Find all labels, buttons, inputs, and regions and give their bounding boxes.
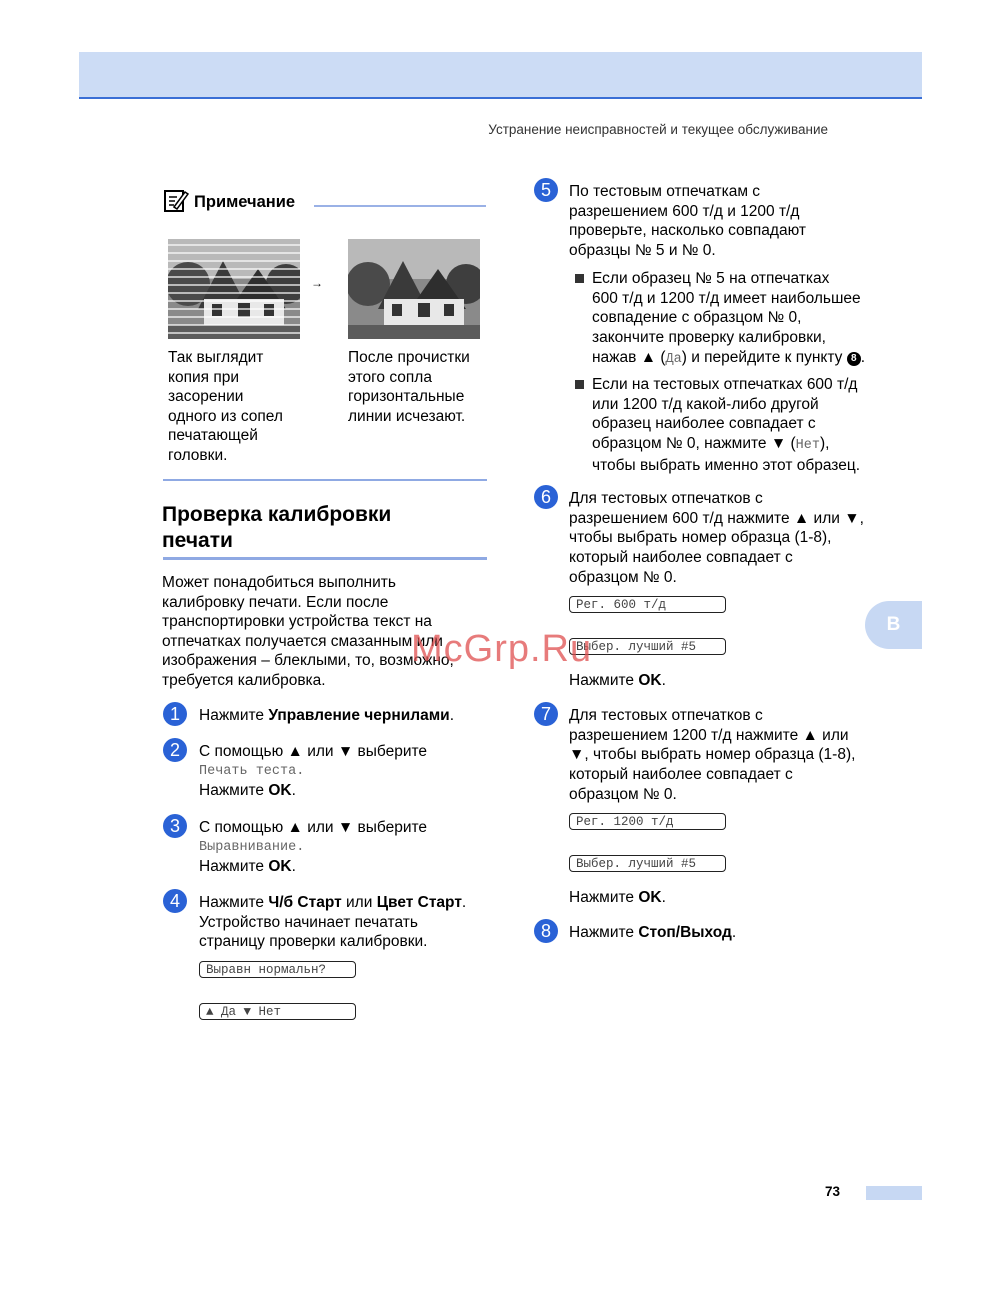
lcd-display: Рег. 600 т/д — [569, 596, 726, 613]
header-band — [79, 52, 922, 99]
watermark: McGrp.Ru — [411, 628, 593, 670]
section-rule — [163, 557, 487, 560]
arrow: → — [311, 276, 323, 290]
lcd-display: ▲ Да ▼ Нет — [199, 1003, 356, 1020]
intro-paragraph: Может понадобиться выполнить калибровку печати. Если после транспортировки устройства текст на отпечатках получается смазанным или изображения – блеклыми, то, возможно, требуется калибровка. — [162, 574, 454, 689]
chapter-tab[interactable]: B — [865, 601, 922, 649]
step-3-text: С помощью ▲ или ▼ выберите Выравнивание. Нажмите OK. — [199, 819, 428, 876]
photo-clogged-nozzle — [168, 239, 300, 339]
page-number: 73 — [825, 1184, 841, 1199]
photo-after-cleaning — [348, 239, 480, 339]
step-5-bullet-1: Если образец № 5 на отпечатках 600 т/д и 1200 т/д имеет наибольшее совпадение с образцом № 0, закончите проверку калибровки, нажав ▲ (Да) и перейдите к пункту 8 . — [592, 269, 865, 370]
step-5-text: По тестовым отпечаткам с разрешением 600 т/д и 1200 т/д проверьте, насколько совпадают образцы № 5 и № 0. — [569, 183, 806, 260]
step-1-badge: 1 — [163, 702, 187, 726]
note-end-rule — [163, 479, 487, 481]
running-title: Устранение неисправностей и текущее обслуживание — [488, 122, 828, 137]
lcd-display: Рег. 1200 т/д — [569, 813, 726, 830]
lcd-display: Выбер. лучший #5 — [569, 638, 726, 655]
note-title: Примечание — [194, 193, 296, 211]
step-7-text: Для тестовых отпечатков с разрешением 1200 т/д нажмите ▲ или ▼, чтобы выбрать номер образца (1-8), который наиболее совпадает с образцом № 0. — [569, 707, 856, 803]
note-rule — [314, 205, 486, 207]
bullet-square-icon — [575, 380, 584, 389]
menu-value: Выравнивание. — [199, 839, 305, 855]
step-ref-icon: 8 — [847, 352, 861, 366]
lcd-display: Выбер. лучший #5 — [569, 855, 726, 872]
step-7-badge: 7 — [534, 702, 558, 726]
step-5-badge: 5 — [534, 178, 558, 202]
note-header — [163, 188, 487, 216]
step-2-text: С помощью ▲ или ▼ выберите Печать теста. Нажмите OK. — [199, 743, 428, 800]
step-6-text: Для тестовых отпечатков с разрешением 600 т/д нажмите ▲ или ▼, чтобы выбрать номер образца (1-8), который наиболее совпадает с образцом № 0. — [569, 490, 864, 586]
step-6-press-ok: Нажмите OK. — [569, 672, 666, 689]
note-pencil-icon — [163, 188, 189, 214]
step-6-badge: 6 — [534, 485, 558, 509]
bullet-square-icon — [575, 274, 584, 283]
menu-value: Печать теста. — [199, 763, 305, 779]
step-5-bullet-2: Если на тестовых отпечатках 600 т/д или 1200 т/д какой-либо другой образец наиболее совпадает с образцом № 0, нажмите ▼ (Нет), чтобы выбрать именно этот образец. — [592, 375, 860, 476]
step-8-text: Нажмите Стоп/Выход. — [569, 924, 737, 941]
step-4-text: Нажмите Ч/б Старт или Цвет Старт. Устройство начинает печатать страницу проверки калибровки. — [199, 894, 467, 951]
step-2-badge: 2 — [163, 738, 187, 762]
step-1-text: Нажмите Управление чернилами. — [199, 707, 455, 724]
step-3-badge: 3 — [163, 814, 187, 838]
step-7-press-ok: Нажмите OK. — [569, 889, 666, 906]
step-4-badge: 4 — [163, 889, 187, 913]
section-title: Проверка калибровки печати — [162, 503, 392, 552]
step-8-badge: 8 — [534, 919, 558, 943]
lcd-display: Выравн нормальн? — [199, 961, 356, 978]
caption-right: После прочистки этого сопла горизонтальные линии исчезают. — [348, 349, 470, 425]
page-number-bar — [866, 1186, 922, 1200]
caption-left: Так выглядит копия при засорении одного из сопел печатающей головки. — [168, 349, 283, 464]
